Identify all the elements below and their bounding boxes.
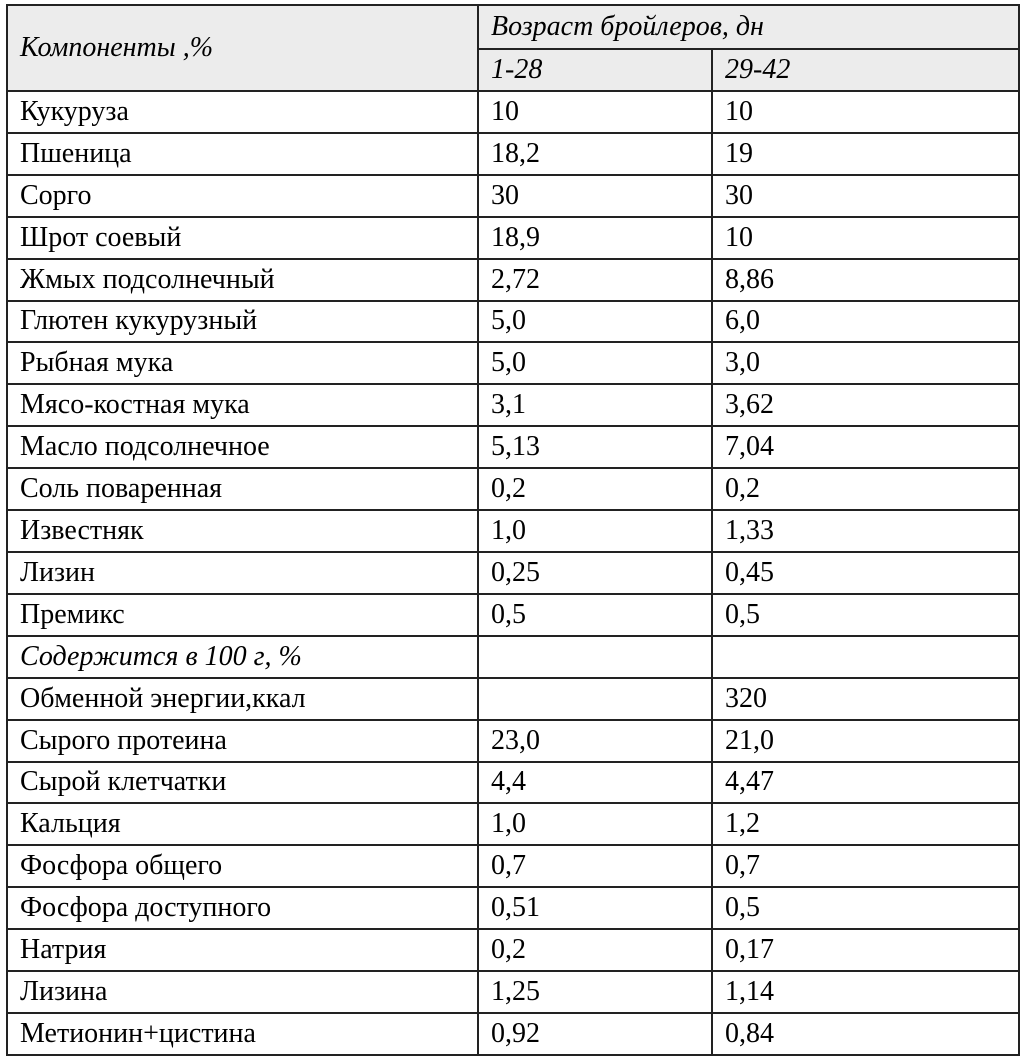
component-name-cell: Сырой клетчатки <box>7 762 478 804</box>
period-1-value-cell: 0,2 <box>478 929 712 971</box>
period-2-value-cell: 6,0 <box>712 301 1019 343</box>
table-row <box>7 259 1019 301</box>
period-1-value-cell: 23,0 <box>478 720 712 762</box>
period-2-value-cell: 0,2 <box>712 468 1019 510</box>
table-row <box>7 91 1019 133</box>
period-1-value-cell: 0,25 <box>478 552 712 594</box>
period-1-value-cell: 0,5 <box>478 594 712 636</box>
component-name-cell: Сырого протеина <box>7 720 478 762</box>
period-1-value-cell: 5,13 <box>478 426 712 468</box>
period-1-value-cell: 2,72 <box>478 259 712 301</box>
table-row <box>7 594 1019 636</box>
table-row <box>7 426 1019 468</box>
period-2-value-cell: 1,33 <box>712 510 1019 552</box>
table-row <box>7 175 1019 217</box>
period-1-value-cell: 30 <box>478 175 712 217</box>
period-2-value-cell: 1,14 <box>712 971 1019 1013</box>
period-1-value-cell: 10 <box>478 91 712 133</box>
table-row <box>7 217 1019 259</box>
table-body <box>7 91 1019 1055</box>
period-1-value-cell: 0,7 <box>478 845 712 887</box>
period-2-value-cell: 4,47 <box>712 762 1019 804</box>
component-name-cell: Натрия <box>7 929 478 971</box>
table-row <box>7 342 1019 384</box>
period-2-value-cell: 8,86 <box>712 259 1019 301</box>
period-1-value-cell: 1,0 <box>478 510 712 552</box>
period-1-value-cell: 0,2 <box>478 468 712 510</box>
period-2-header: 29-42 <box>712 49 1019 91</box>
component-name-cell: Кальция <box>7 803 478 845</box>
table-row <box>7 468 1019 510</box>
period-2-value-cell: 3,62 <box>712 384 1019 426</box>
component-name-cell: Известняк <box>7 510 478 552</box>
table-row <box>7 762 1019 804</box>
period-1-value-cell <box>478 636 712 678</box>
components-header: Компоненты ,% <box>7 5 478 91</box>
component-name-cell: Мясо-костная мука <box>7 384 478 426</box>
component-name-cell: Фосфора общего <box>7 845 478 887</box>
section-title-cell: Содержится в 100 г, % <box>7 636 478 678</box>
table-row <box>7 552 1019 594</box>
period-1-value-cell: 18,2 <box>478 133 712 175</box>
period-2-value-cell: 0,7 <box>712 845 1019 887</box>
component-name-cell: Обменной энергии,ккал <box>7 678 478 720</box>
component-name-cell: Шрот соевый <box>7 217 478 259</box>
component-name-cell: Жмых подсолнечный <box>7 259 478 301</box>
age-group-header: Возраст бройлеров, дн <box>478 5 1019 49</box>
table-row <box>7 301 1019 343</box>
period-1-value-cell: 1,0 <box>478 803 712 845</box>
component-name-cell: Лизина <box>7 971 478 1013</box>
period-1-value-cell: 0,92 <box>478 1013 712 1055</box>
component-name-cell: Метионин+цистина <box>7 1013 478 1055</box>
table-row <box>7 384 1019 426</box>
period-1-value-cell: 4,4 <box>478 762 712 804</box>
table-row <box>7 510 1019 552</box>
table-row <box>7 1013 1019 1055</box>
section-row <box>7 636 1019 678</box>
component-name-cell: Сорго <box>7 175 478 217</box>
period-2-value-cell: 7,04 <box>712 426 1019 468</box>
table-header <box>7 5 1019 91</box>
table-row <box>7 887 1019 929</box>
period-2-value-cell: 0,84 <box>712 1013 1019 1055</box>
period-1-header: 1-28 <box>478 49 712 91</box>
component-name-cell: Лизин <box>7 552 478 594</box>
period-1-value-cell: 18,9 <box>478 217 712 259</box>
period-1-value-cell: 5,0 <box>478 301 712 343</box>
component-name-cell: Глютен кукурузный <box>7 301 478 343</box>
table-row <box>7 678 1019 720</box>
table-row <box>7 929 1019 971</box>
period-1-value-cell: 0,51 <box>478 887 712 929</box>
period-2-value-cell: 1,2 <box>712 803 1019 845</box>
period-2-value-cell <box>712 636 1019 678</box>
component-name-cell: Кукуруза <box>7 91 478 133</box>
component-name-cell: Премикс <box>7 594 478 636</box>
table-row <box>7 720 1019 762</box>
period-2-value-cell: 0,45 <box>712 552 1019 594</box>
period-2-value-cell: 19 <box>712 133 1019 175</box>
period-2-value-cell: 3,0 <box>712 342 1019 384</box>
period-1-value-cell: 1,25 <box>478 971 712 1013</box>
period-2-value-cell: 320 <box>712 678 1019 720</box>
feed-composition-table <box>6 4 1020 1056</box>
component-name-cell: Пшеница <box>7 133 478 175</box>
period-2-value-cell: 30 <box>712 175 1019 217</box>
period-2-value-cell: 10 <box>712 91 1019 133</box>
period-1-value-cell: 3,1 <box>478 384 712 426</box>
period-2-value-cell: 10 <box>712 217 1019 259</box>
period-2-value-cell: 0,17 <box>712 929 1019 971</box>
period-2-value-cell: 0,5 <box>712 594 1019 636</box>
table-row <box>7 133 1019 175</box>
period-1-value-cell <box>478 678 712 720</box>
table-row <box>7 803 1019 845</box>
component-name-cell: Масло подсолнечное <box>7 426 478 468</box>
period-2-value-cell: 0,5 <box>712 887 1019 929</box>
period-2-value-cell: 21,0 <box>712 720 1019 762</box>
component-name-cell: Фосфора доступного <box>7 887 478 929</box>
table-row <box>7 971 1019 1013</box>
table-row <box>7 845 1019 887</box>
period-1-value-cell: 5,0 <box>478 342 712 384</box>
component-name-cell: Соль поваренная <box>7 468 478 510</box>
component-name-cell: Рыбная мука <box>7 342 478 384</box>
